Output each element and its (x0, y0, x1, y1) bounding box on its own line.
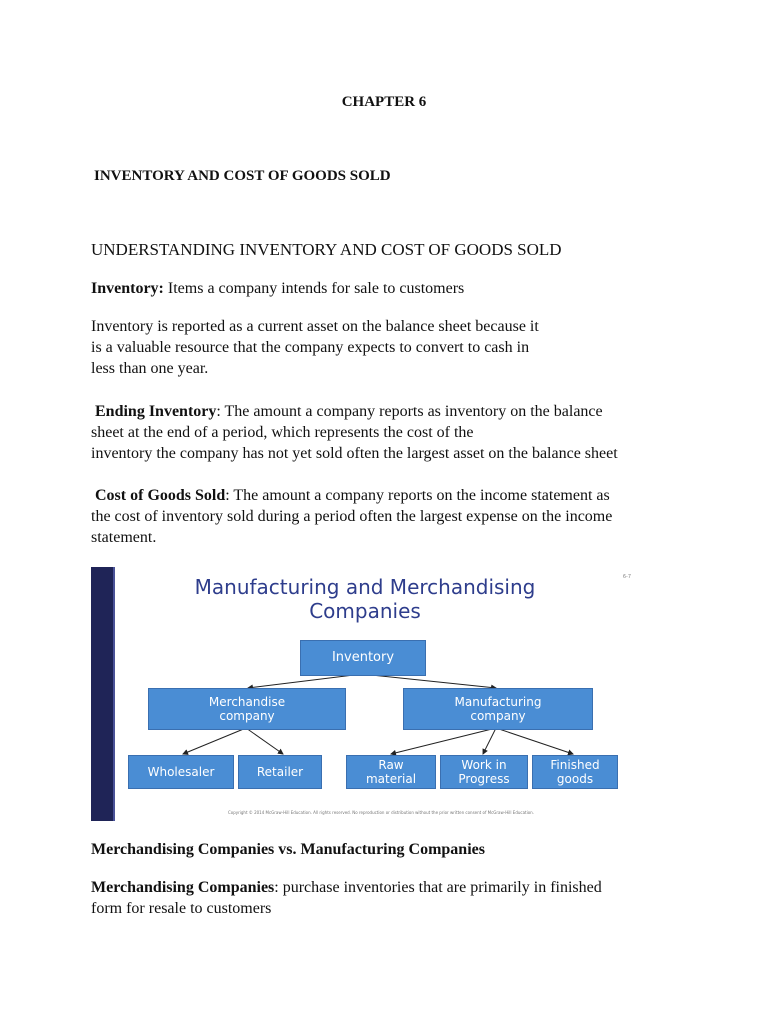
box-line: material (365, 772, 417, 786)
paragraph-line: : purchase inventories that are primarily in finished (274, 879, 602, 896)
retailer-box: Retailer (238, 755, 322, 789)
box-line: Finished (550, 758, 600, 772)
connector-line (496, 728, 573, 754)
paragraph-line: Inventory is reported as a current asset on the balance sheet because it (91, 318, 539, 335)
slide-title-line: Companies (309, 599, 421, 623)
raw-material-box (346, 755, 436, 789)
chapter-heading: CHAPTER 6 (341, 94, 427, 110)
paragraph-line: inventory the company has not yet sold often the largest asset on the balance sheet (91, 445, 618, 462)
work-in-progress-box (440, 755, 528, 789)
box-line: Raw (378, 758, 404, 772)
ending-inventory-paragraph (91, 401, 691, 464)
inventory-box: Inventory (300, 640, 426, 676)
connector-line (362, 674, 496, 688)
merchandise-company-box (148, 688, 346, 730)
finished-goods-box (532, 755, 618, 789)
paragraph-line: : The amount a company reports as inventory on the balance (216, 403, 603, 420)
paragraph-line: statement. (91, 529, 157, 546)
paragraph-line: is a valuable resource that the company expects to convert to cash in (91, 339, 530, 356)
section-heading: UNDERSTANDING INVENTORY AND COST OF GOODS SOLD (91, 240, 562, 259)
ending-inventory-term: Ending Inventory (95, 403, 217, 420)
box-line: Progress (458, 772, 510, 786)
cogs-paragraph (91, 485, 681, 548)
paragraph-line: the cost of inventory sold during a period often the largest expense on the income (91, 508, 613, 525)
connector-line (483, 728, 496, 754)
box-line: Work in (461, 758, 507, 772)
paragraph-line: form for resale to customers (91, 900, 272, 917)
box-line: Manufacturing (454, 695, 542, 709)
box-line: company (219, 709, 275, 723)
connector-line (391, 728, 496, 754)
box-line: company (470, 709, 526, 723)
comparison-heading: Merchandising Companies vs. Manufacturing Companies (91, 841, 485, 858)
manufacturing-company-box (403, 688, 593, 730)
connector-line (183, 728, 246, 754)
connector-line (248, 674, 362, 688)
merchandising-companies-term: Merchandising Companies (91, 879, 275, 896)
slide-title-line: Manufacturing and Merchandising (194, 575, 536, 599)
paragraph-line: less than one year. (91, 360, 209, 377)
cogs-term: Cost of Goods Sold (95, 487, 226, 504)
inventory-definition (91, 278, 464, 299)
paragraph-line: sheet at the end of a period, which represents the cost of the (91, 424, 474, 441)
document-title: INVENTORY AND COST OF GOODS SOLD (94, 168, 391, 184)
connector-line (246, 728, 283, 754)
box-line: Merchandise (208, 695, 286, 709)
inventory-reported-paragraph (91, 316, 591, 379)
slide-copyright: Copyright © 2014 McGraw-Hill Education. All rights reserved. No reproduction or distribution without the prior written consent of McGraw-Hill Education. (227, 810, 534, 815)
inventory-definition-text: Items a company intends for sale to customers (163, 280, 465, 297)
merchandising-companies-paragraph (91, 877, 671, 919)
paragraph-line: : The amount a company reports on the income statement as (225, 487, 610, 504)
inventory-term: Inventory: (91, 280, 164, 297)
slide-page-number: 6-7 (622, 574, 631, 580)
box-line: goods (556, 772, 594, 786)
inventory-diagram-slide (91, 567, 637, 821)
wholesaler-box: Wholesaler (128, 755, 234, 789)
